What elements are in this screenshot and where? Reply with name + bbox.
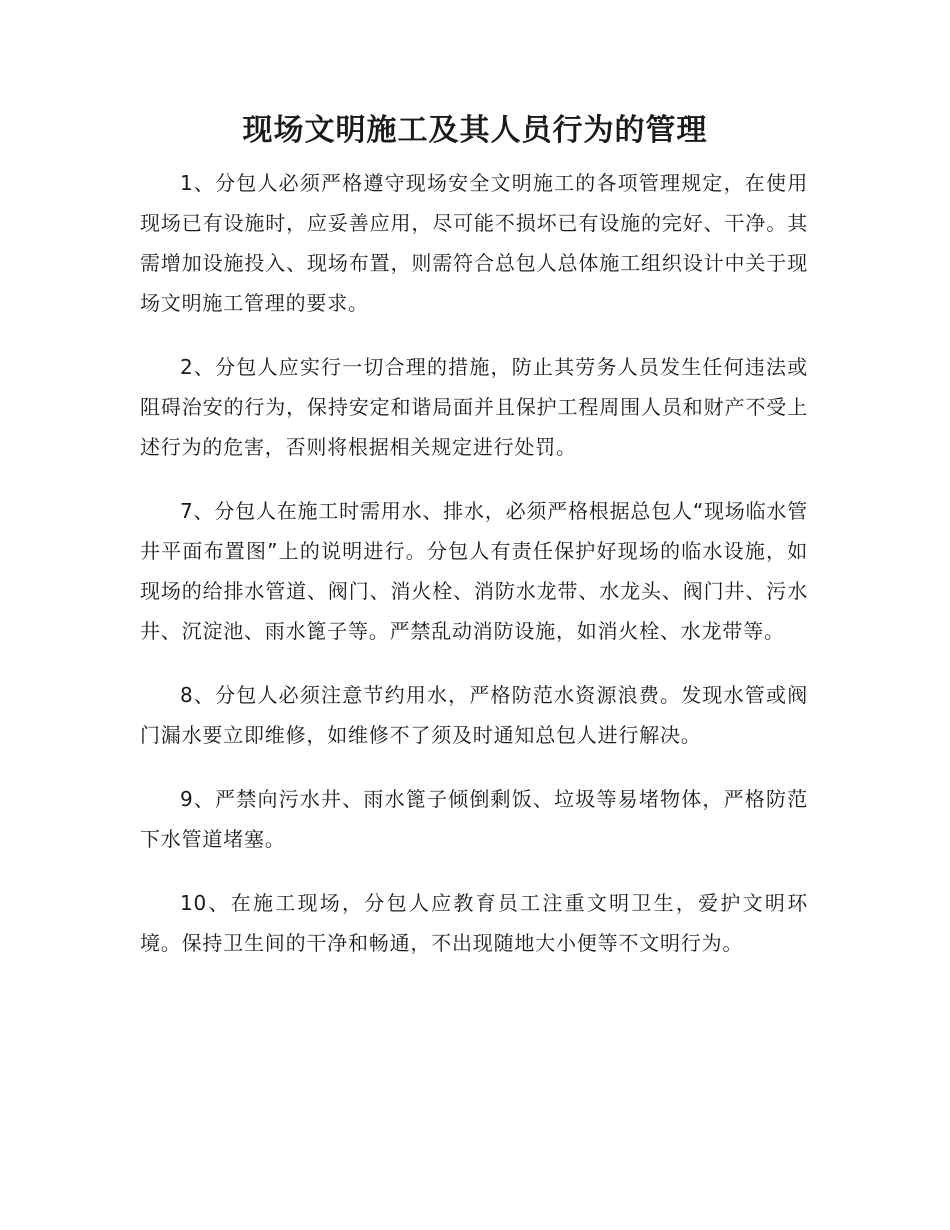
paragraph-2: 2、分包人应实行一切合理的措施，防止其劳务人员发生任何违法或阻碍治安的行为，保持安定和谐局面并且保护工程周围人员和财产不受上述行为的危害，否则将根据相关规定进行处罚。	[140, 355, 808, 459]
document-title: 现场文明施工及其人员行为的管理	[242, 113, 708, 148]
paragraph-9: 9、严禁向污水井、雨水篦子倾倒剩饭、垃圾等易堵物体，严格防范下水管道堵塞。	[140, 787, 808, 851]
paragraph-7: 7、分包人在施工时需用水、排水，必须严格根据总包人“现场临水管井平面布置图”上的说明进行。分包人有责任保护好现场的临水设施，如现场的给排水管道、阀门、消火栓、消防水龙带、水龙头、阀门井、污水井、沉淀池、雨水篦子等。严禁乱动消防设施，如消火栓、水龙带等。	[140, 499, 808, 643]
paragraph-8: 8、分包人必须注意节约用水，严格防范水资源浪费。发现水管或阀门漏水要立即维修，如维修不了须及时通知总包人进行解决。	[140, 683, 808, 747]
paragraph-10: 10、在施工现场，分包人应教育员工注重文明卫生，爱护文明环境。保持卫生间的干净和畅通，不出现随地大小便等不文明行为。	[140, 891, 808, 955]
paragraph-1: 1、分包人必须严格遵守现场安全文明施工的各项管理规定，在使用现场已有设施时，应妥善应用，尽可能不损坏已有设施的完好、干净。其需增加设施投入、现场布置，则需符合总包人总体施工组织设计中关于现场文明施工管理的要求。	[140, 171, 808, 315]
document-body	[140, 163, 808, 987]
